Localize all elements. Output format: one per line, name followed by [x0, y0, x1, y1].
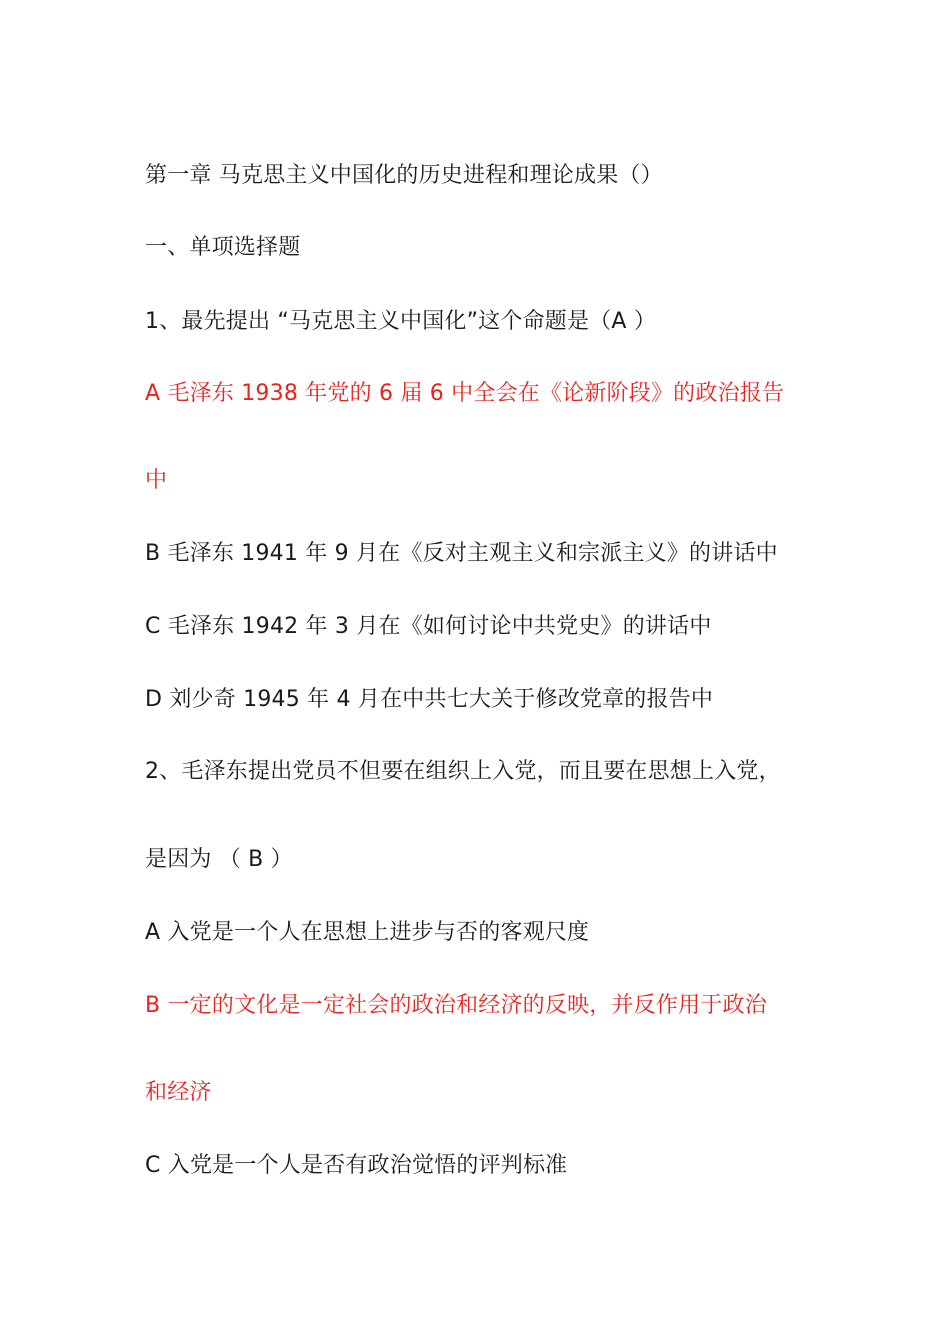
- question-1-option-a-correct: A 毛泽东 1938 年党的 6 届 6 中全会在《论新阶段》的政治报告: [145, 381, 785, 406]
- question-2-stem: 2、毛泽东提出党员不但要在组织上入党，而且要在思想上入党，: [145, 759, 781, 784]
- chapter-title: 第一章 马克思主义中国化的历史进程和理论成果（）: [145, 163, 663, 188]
- question-1-stem: 1、最先提出 “马克思主义中国化”这个命题是（A ）: [145, 309, 657, 334]
- question-2-option-a: A 入党是一个人在思想上进步与否的客观尺度: [145, 920, 590, 945]
- question-1-option-b: B 毛泽东 1941 年 9 月在《反对主观主义和宗派主义》的讲话中: [145, 541, 778, 566]
- question-1-option-d: D 刘少奇 1945 年 4 月在中共七大关于修改党章的报告中: [145, 687, 714, 712]
- section-heading: 一、单项选择题: [145, 235, 301, 260]
- question-2-option-b-correct: B 一定的文化是一定社会的政治和经济的反映，并反作用于政治: [145, 993, 767, 1018]
- question-2-option-c: C 入党是一个人是否有政治觉悟的评判标准: [145, 1153, 568, 1178]
- question-1-option-a-continuation: 中: [145, 468, 168, 493]
- question-1-option-c: C 毛泽东 1942 年 3 月在《如何讨论中共党史》的讲话中: [145, 614, 712, 639]
- question-2-stem-continuation: 是因为 （ B ）: [145, 847, 293, 872]
- question-2-option-b-continuation: 和经济: [145, 1080, 212, 1105]
